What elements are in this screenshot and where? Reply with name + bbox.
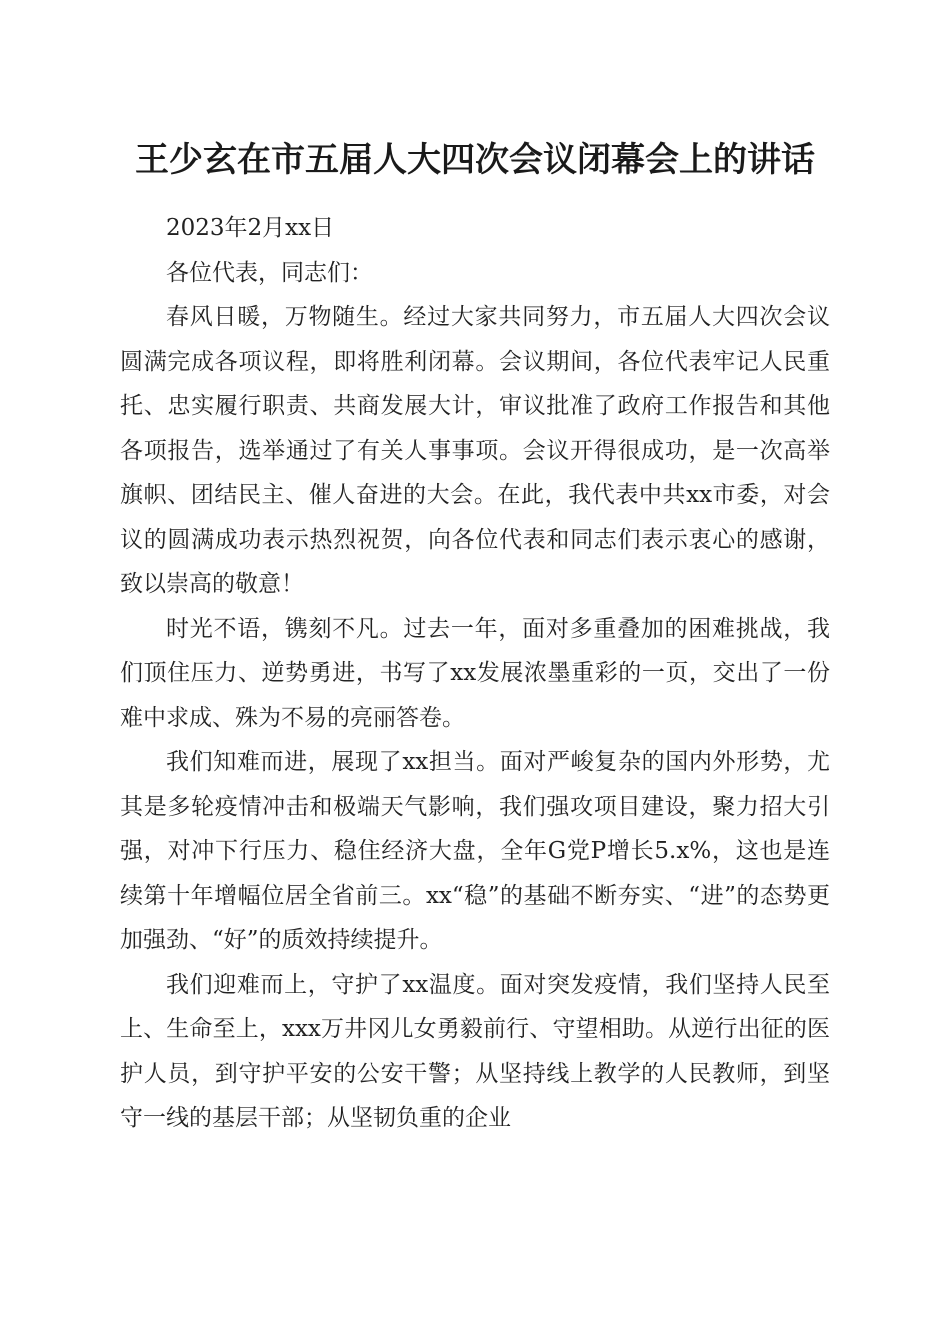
paragraph: 我们迎难而上，守护了xx温度。面对突发疫情，我们坚持人民至上、生命至上，xxx万井冈儿女勇毅前行、守望相助。从逆行出征的医护人员，到守护平安的公安干警；从坚持线上教学的人民教师，到坚守一线的基层干部；从坚韧负重的企业 <box>120 971 830 1131</box>
paragraph: 春风日暖，万物随生。经过大家共同努力，市五届人大四次会议圆满完成各项议程，即将胜利闭幕。会议期间，各位代表牢记人民重托、忠实履行职责、共商发展大计，审议批准了政府工作报告和其他各项报告，选举通过了有关人事事项。会议开得很成功，是一次高举旗帜、团结民主、催人奋进的大会。在此，我代表中共xx市委，对会议的圆满成功表示热烈祝贺，向各位代表和同志们表示衷心的感谢，致以崇高的敬意！ <box>120 304 830 597</box>
paragraph: 我们知难而进，展现了xx担当。面对严峻复杂的国内外形势，尤其是多轮疫情冲击和极端天气影响，我们强攻项目建设，聚力招大引强，对冲下行压力、稳住经济大盘，全年G党P增长5.x%，这也是连续第十年增幅位居全省前三。xx“稳”的基础不断夯实、“进”的态势更加强劲、“好”的质效持续提升。 <box>120 749 830 953</box>
document-title: 王少玄在市五届人大四次会议闭幕会上的讲话 <box>135 140 815 180</box>
paragraph: 时光不语，镌刻不凡。过去一年，面对多重叠加的困难挑战，我们顶住压力、逆势勇进，书写了xx发展浓墨重彩的一页，交出了一份难中求成、殊为不易的亮丽答卷。 <box>120 615 830 731</box>
document-date: 2023年2月xx日 <box>166 215 335 241</box>
document-body <box>120 206 830 1141</box>
document-salutation: 各位代表，同志们： <box>166 259 373 286</box>
